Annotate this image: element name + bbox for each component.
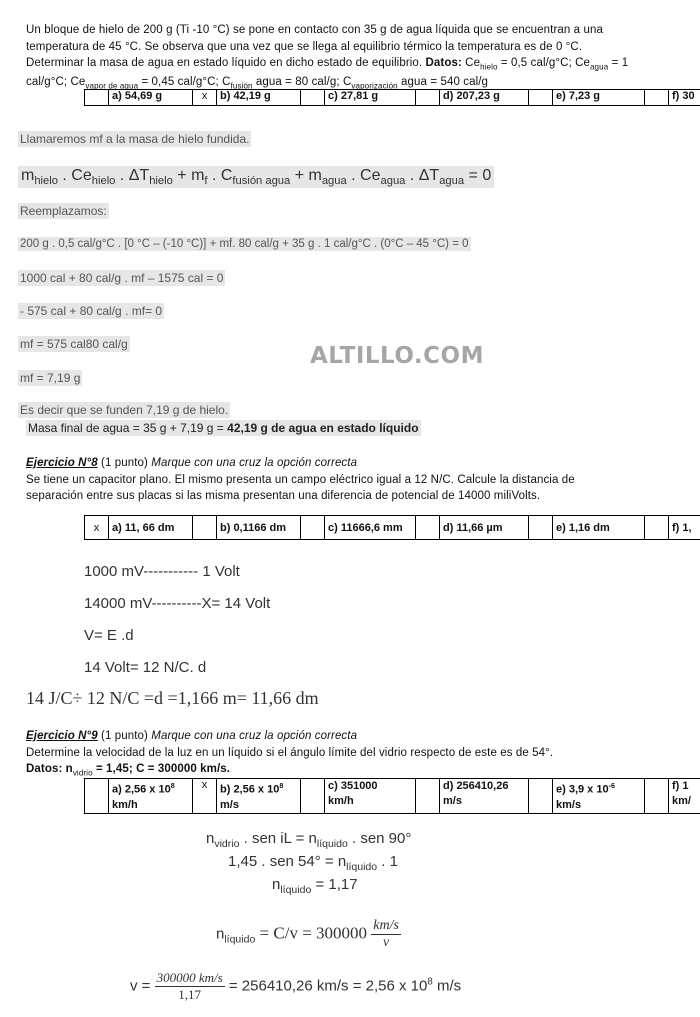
option-mark[interactable]: x	[85, 516, 109, 540]
solution9-step2: 1,45 . sen $54^\circ = n_{líquido}$ . 1	[228, 853, 398, 873]
option-mark[interactable]	[645, 779, 669, 814]
problem8-header: Ejercicio N°8 (1 punto) Marque con una cruz la opción correcta	[26, 457, 358, 469]
option-mark[interactable]: x	[193, 90, 217, 106]
datos-label: Datos:	[425, 57, 462, 69]
option-mark[interactable]	[416, 516, 440, 540]
solution7-equation: $m_{hielo}$ . $Ce_{hielo}$ . $\Delta T_{hielo} + m_f$ . $C_{fusión agua} + m_{agua}$ . $Ce_{agua}$ . $\Delta T_{agua} = 0$	[18, 166, 494, 188]
option-c[interactable]: c) 27,81 g	[325, 90, 416, 106]
problem8-options-table	[84, 515, 700, 540]
solution9-step5: v = $\frac{300000 km/s}{1,17}$ = 256410,26 km/s = 2,56 x $10^8$ m/s	[130, 970, 462, 1002]
solution9-step4: $n_{líquido} = C/v = 300000$ $\frac{km/s}{v}$	[216, 918, 399, 950]
problem7-statement	[26, 22, 686, 92]
option-f[interactable]: f) 30	[669, 90, 700, 106]
option-mark[interactable]	[645, 90, 669, 106]
solution7-step5: mf = 7,19 g	[20, 371, 81, 385]
problem8-line1: Se tiene un capacitor plano. El mismo presenta un campo eléctrico igual a 12 N/C. Calcule la distancia de	[26, 473, 575, 486]
watermark: ALTILLO.COM	[310, 343, 484, 369]
table-row	[85, 779, 700, 814]
option-mark[interactable]	[529, 779, 553, 814]
solution8-step2: 14000 mV----------X= 14 Volt	[84, 595, 271, 612]
problem7-line2: temperatura de 45 °C. Se observa que una vez que se llega al equilibrio térmico la temperatura es de 0 °C.	[26, 40, 583, 53]
option-a[interactable]: a) 54,69 g	[109, 90, 193, 106]
option-b[interactable]: b) 42,19 g	[217, 90, 301, 106]
final-answer: 42,19 g de agua en estado líquido	[227, 421, 419, 435]
problem8-line2: separación entre sus placas si las misma presentan una diferencia de potencial de 14000 miliVolts.	[26, 490, 541, 502]
option-e[interactable]: e) 1,16 dm	[553, 516, 645, 540]
option-a[interactable]: a) 11, 66 dm	[109, 516, 193, 540]
option-mark[interactable]	[529, 90, 553, 106]
option-mark[interactable]	[301, 90, 325, 106]
problem9-header: Ejercicio N°9 (1 punto) Marque con una cruz la opción correcta	[26, 730, 358, 742]
option-mark[interactable]	[416, 779, 440, 814]
solution7-step1: 200 g . 0,5 cal/g°C . [0 °C – (-10 °C)] + mf. 80 cal/g + 35 g . 1 cal/g°C . (0°C – 45 °C) = 0	[20, 238, 469, 250]
table-row	[85, 516, 700, 540]
problem9-datos: Datos: $n_{vidrio} = 1,45$; C = 300000 km/s.	[26, 763, 231, 778]
solution8-step1: 1000 mV----------- 1 Volt	[84, 563, 240, 580]
problem9-options-table	[84, 778, 700, 814]
problem8-title: Ejercicio N°8	[26, 457, 98, 469]
option-mark[interactable]	[645, 516, 669, 540]
option-mark[interactable]	[529, 516, 553, 540]
solution7-step3: - 575 cal + 80 cal/g . mf= 0	[20, 304, 163, 318]
problem9-title: Ejercicio N°9	[26, 730, 98, 742]
solution7-line1: Llamaremos mf a la masa de hielo fundida.	[20, 132, 250, 146]
problem9-line1: Determine la velocidad de la luz en un líquido si el ángulo límite del vidrio respecto de este es de 54°.	[26, 746, 554, 759]
table-row	[85, 90, 700, 106]
problem7-line3: Determinar la masa de agua en estado líquido en dicho estado de equilibrio. Datos: $Ce_{hielo} = 0,5$ cal/g°C; $Ce_{agua} = 1$	[26, 57, 629, 72]
option-f[interactable]: f) 1 km/	[669, 779, 700, 814]
solution8-step4: 14 Volt= 12 N/C. d	[84, 659, 207, 676]
solution9-step3: $n_{líquido} = 1,17$	[272, 876, 358, 896]
solution7-final: Masa final de agua = 35 g + 7,19 g = 42,19 g de agua en estado líquido	[28, 421, 419, 435]
problem7-line1: Un bloque de hielo de 200 g (Ti -10 °C) se pone en contacto con 35 g de agua líquida que se encuentran a una	[26, 24, 603, 36]
option-b[interactable]: b) 0,1166 dm	[217, 516, 301, 540]
option-mark[interactable]	[193, 516, 217, 540]
option-f[interactable]: f) 1,	[669, 516, 700, 540]
option-a[interactable]: a) 2,56 x $10^8$ km/h	[109, 779, 193, 814]
option-c[interactable]: c) 351000 km/h	[325, 779, 416, 814]
option-mark[interactable]	[85, 779, 109, 814]
option-b[interactable]: b) 2,56 x $10^8$ m/s	[217, 779, 301, 814]
option-mark[interactable]	[301, 779, 325, 814]
option-d[interactable]: d) 11,66 µm	[440, 516, 529, 540]
option-e[interactable]: e) 7,23 g	[553, 90, 645, 106]
option-mark[interactable]	[85, 90, 109, 106]
option-c[interactable]: c) 11666,6 mm	[325, 516, 416, 540]
problem7-options-table	[84, 89, 700, 106]
option-d[interactable]: d) 256410,26 m/s	[440, 779, 529, 814]
option-e[interactable]: e) 3,9 x $10^{-6}$ km/s	[553, 779, 645, 814]
solution7-step4: mf = 575 cal80 cal/g	[20, 337, 128, 351]
solution8-result: 14 J/C÷ 12 N/C =d =1,166 m= 11,66 dm	[26, 688, 319, 708]
option-mark[interactable]	[301, 516, 325, 540]
option-mark[interactable]: x	[193, 779, 217, 814]
option-mark[interactable]	[416, 90, 440, 106]
solution9-step1: $n_{vidrio}$ . sen iL = $n_{líquido}$ . sen 90°	[206, 830, 412, 850]
solution8-step3: V= E .d	[84, 627, 134, 644]
solution7-reemplazamos: Reemplazamos:	[20, 204, 107, 218]
problem9-statement	[26, 728, 686, 782]
problem7-line4: cal/g°C; $Ce_{vapor de agua} = 0,45$ cal/g°C; $C_{fusión}$ agua = 80 cal/g; $C_{vaporización}$ agua = 540 cal/g	[26, 75, 489, 91]
problem8-statement	[26, 455, 686, 505]
solution7-conclusion: Es decir que se funden 7,19 g de hielo.	[20, 403, 229, 417]
option-d[interactable]: d) 207,23 g	[440, 90, 529, 106]
solution7-step2: 1000 cal + 80 cal/g . mf – 1575 cal = 0	[20, 271, 224, 285]
